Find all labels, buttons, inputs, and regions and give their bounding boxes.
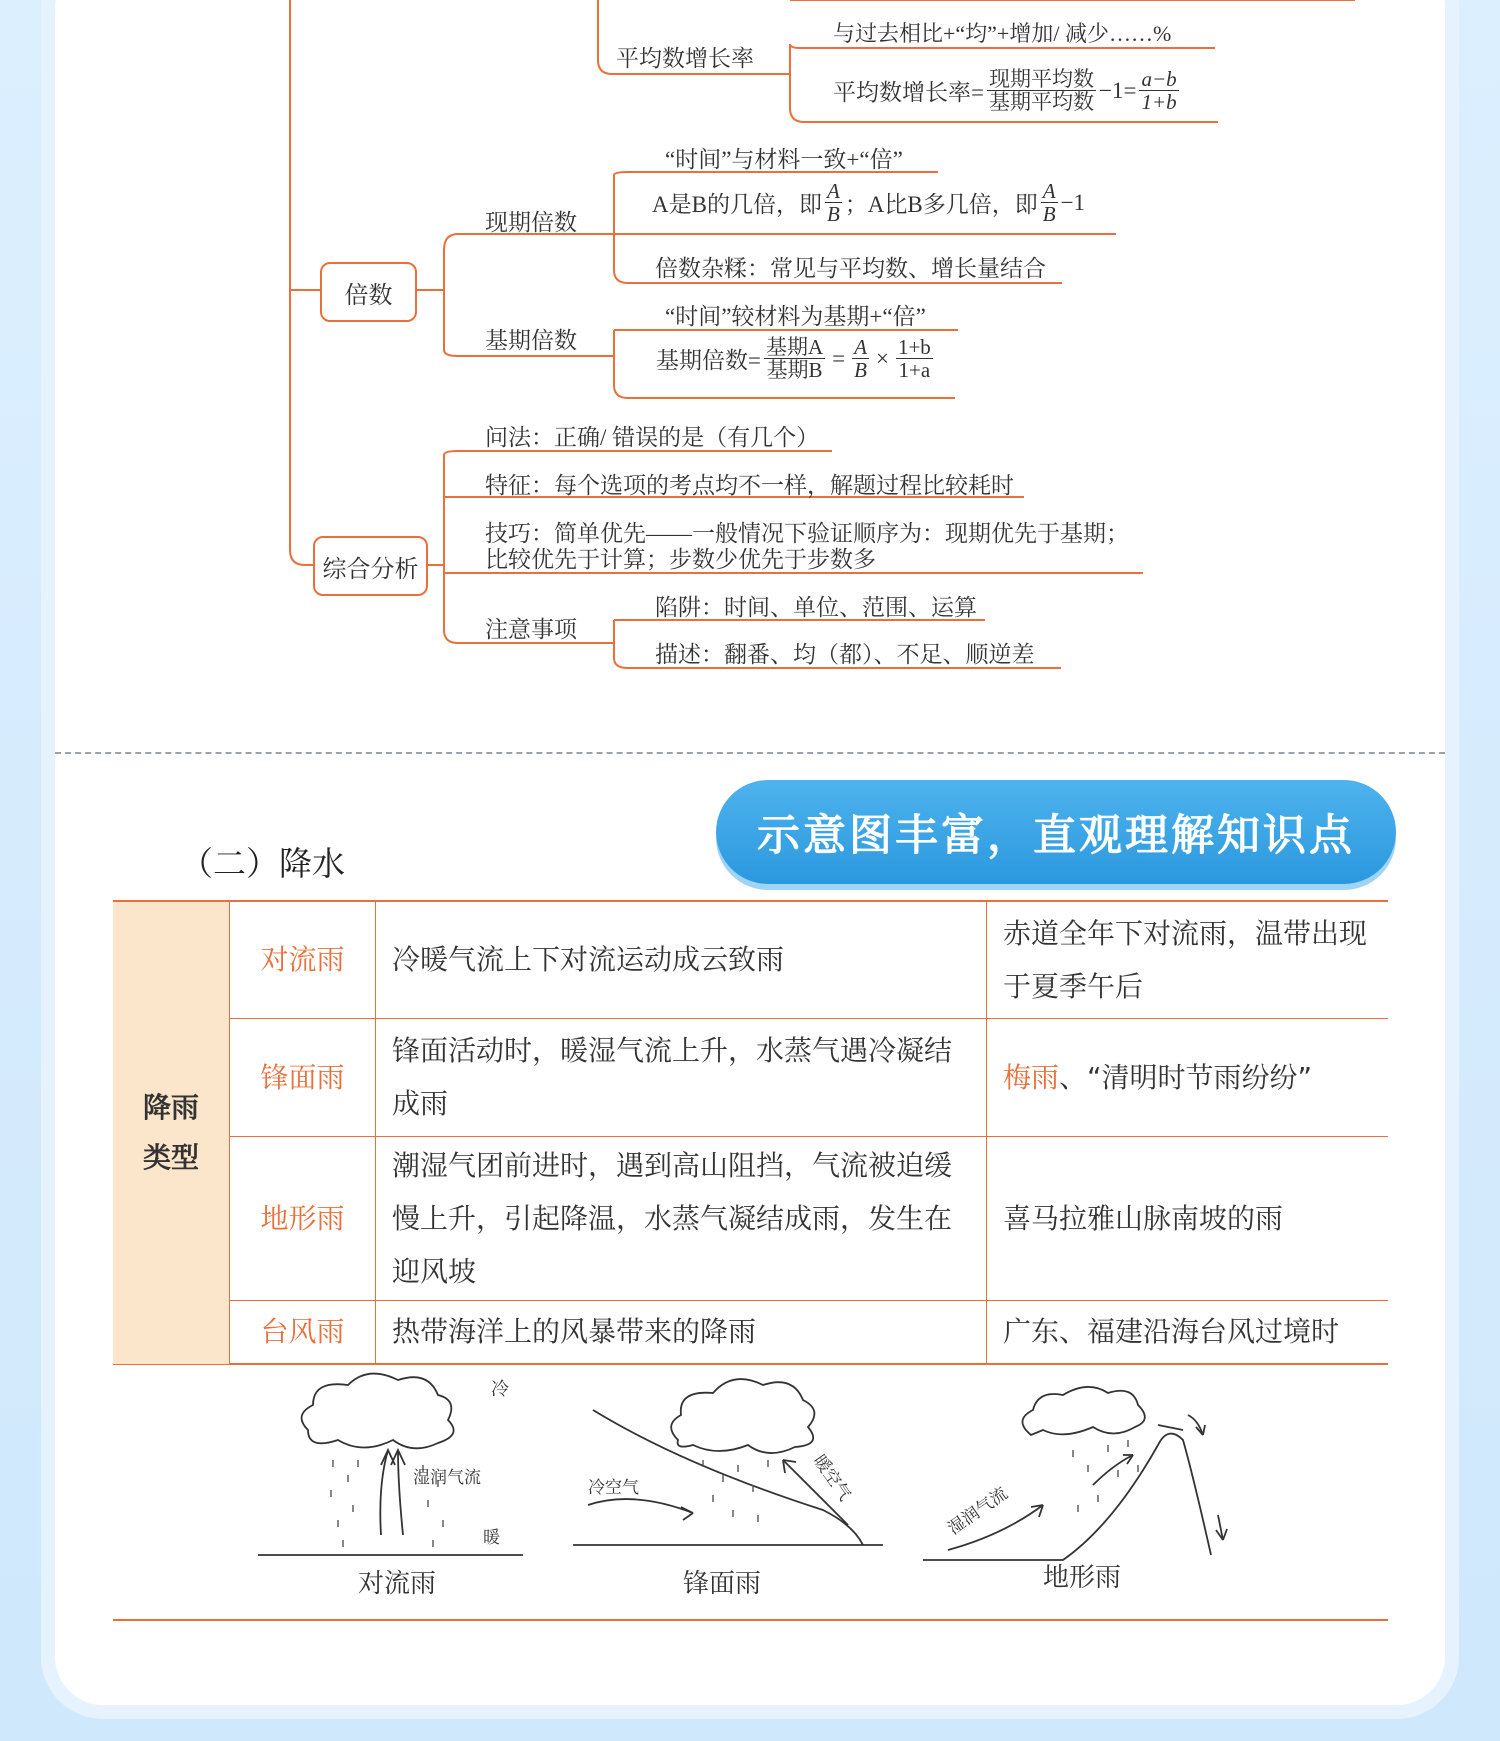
frac-num: a−b — [1141, 67, 1177, 91]
leaf2-part-b: ；A比B多几倍，即 — [844, 192, 1038, 218]
formula-fraction — [987, 68, 1096, 113]
label-cold-air: 冷空气 — [588, 1478, 639, 1497]
example-cell: 喜马拉雅山脉南坡的雨 — [987, 1136, 1389, 1300]
frac-num: 基期A — [765, 335, 824, 359]
section-divider — [55, 752, 1445, 754]
formula-mid: −1= — [1098, 77, 1137, 103]
mm-node-zonghe: 综合分析 — [313, 536, 428, 596]
frac-den: 1+a — [898, 358, 931, 383]
table-row — [113, 1136, 1388, 1300]
mm-xianqi-leaf2 — [652, 180, 1085, 225]
formula-prefix: 基期倍数= — [656, 348, 761, 374]
category-cell — [113, 901, 230, 1364]
mm-xianqi-leaf1: “时间”与材料一致+“倍” — [665, 147, 903, 172]
table-row — [113, 1300, 1388, 1364]
mm-jiqi-formula — [656, 336, 936, 381]
section-title: （二）降水 — [180, 844, 345, 883]
mm-zhuyi-branch: 注意事项 — [485, 617, 577, 642]
frac-den: 1+b — [1141, 90, 1177, 115]
mm-zonghe-leaf1: 问法：正确/ 错误的是（有几个） — [485, 425, 820, 450]
caption-convection: 对流雨 — [358, 1569, 437, 1598]
mm-xianqi-branch: 现期倍数 — [485, 210, 577, 235]
frac-growth — [896, 336, 933, 381]
frac-den: 基期B — [766, 358, 823, 383]
type-cell: 锋面雨 — [230, 1018, 376, 1136]
mm-xianqi-leaf3: 倍数杂糅：常见与平均数、增长量结合 — [655, 256, 1046, 281]
mm-zonghe-leaf2: 特征：每个选项的考点均不一样，解题过程比较耗时 — [485, 473, 1014, 498]
convection-rain-diagram — [253, 1365, 543, 1565]
frac-num: A — [854, 335, 867, 359]
label-warm: 暖 — [483, 1528, 500, 1547]
mm-pingjun-formula — [833, 68, 1182, 113]
type-cell: 台风雨 — [230, 1300, 376, 1364]
frac-den: B — [1042, 202, 1056, 227]
type-cell: 对流雨 — [230, 901, 376, 1018]
mm-zhuyi-leaf2: 描述：翻番、均（都）、不足、顺逆差 — [655, 642, 1035, 667]
feature-banner: 示意图丰富，直观理解知识点 — [716, 780, 1396, 884]
mm-jiqi-leaf1: “时间”较材料为基期+“倍” — [665, 304, 926, 329]
label-flow: 湿润气流 — [413, 1468, 481, 1487]
frac-num: A — [826, 179, 840, 203]
equals-sign: = — [832, 345, 846, 371]
orographic-rain-diagram — [913, 1365, 1243, 1565]
times-sign: × — [875, 345, 889, 371]
example-cell: 广东、福建沿海台风过境时 — [987, 1300, 1389, 1364]
label-warm-air: 暖空气 — [809, 1451, 855, 1505]
category-label: 降雨 类型 — [142, 1090, 199, 1174]
frac-a-b — [825, 180, 842, 225]
mm-node-beishu: 倍数 — [320, 262, 417, 322]
table-row — [113, 1018, 1388, 1136]
type-cell: 地形雨 — [230, 1136, 376, 1300]
formula-fraction-2 — [1139, 68, 1178, 113]
frac-num: 现期平均数 — [988, 67, 1094, 91]
example-text: 、“清明时节雨纷纷” — [1059, 1060, 1313, 1094]
caption-frontal: 锋面雨 — [683, 1569, 762, 1598]
caption-orographic: 地形雨 — [1043, 1563, 1122, 1592]
example-cell — [987, 1018, 1389, 1136]
formula-prefix: 平均数增长率= — [833, 80, 984, 106]
rainfall-table — [113, 900, 1388, 1365]
mm-zhuyi-leaf1: 陷阱：时间、单位、范围、运算 — [655, 595, 977, 620]
frac-num: A — [1042, 179, 1056, 203]
frac-num: 1+b — [897, 335, 931, 359]
label-cold: 冷 — [491, 1379, 509, 1399]
table-row — [113, 901, 1388, 1018]
leaf2-part-a: A是B的几倍，即 — [652, 192, 822, 218]
leaf2-part-c: −1 — [1060, 189, 1086, 215]
example-cell: 赤道全年下对流雨，温带出现于夏季午后 — [987, 901, 1389, 1018]
mm-zonghe-leaf3a: 技巧：简单优先——一般情况下验证顺序为：现期优先于基期； — [485, 521, 1129, 546]
label-moist-flow: 湿润气流 — [944, 1483, 1011, 1539]
frac-den: 基期平均数 — [988, 90, 1094, 115]
desc-cell: 锋面活动时，暖湿气流上升，水蒸气遇冷凝结成雨 — [376, 1018, 987, 1136]
frac-den: B — [854, 358, 867, 383]
mm-pingjun-branch: 平均数增长率 — [616, 46, 754, 71]
desc-cell: 热带海洋上的风暴带来的降雨 — [376, 1300, 987, 1364]
mm-pingjun-leaf1: 与过去相比+“均”+增加/ 减少……% — [833, 21, 1172, 46]
desc-cell: 冷暖气流上下对流运动成云致雨 — [376, 901, 987, 1018]
frac-a-b-2 — [1041, 180, 1058, 225]
mm-zonghe-leaf3b: 比较优先于计算；步数少优先于步数多 — [485, 547, 876, 572]
desc-cell: 潮湿气团前进时，遇到高山阻挡，气流被迫缓慢上升，引起降温，水蒸气凝结成雨，发生在迎风坡 — [376, 1136, 987, 1300]
frontal-rain-diagram — [563, 1365, 893, 1565]
mm-jiqi-branch: 基期倍数 — [485, 328, 577, 353]
example-highlight: 梅雨 — [1003, 1060, 1060, 1094]
frac-den: B — [826, 202, 840, 227]
frac-jiqi-ab — [764, 336, 825, 381]
frac-a-b — [852, 336, 869, 381]
rain-diagrams — [113, 1365, 1388, 1621]
